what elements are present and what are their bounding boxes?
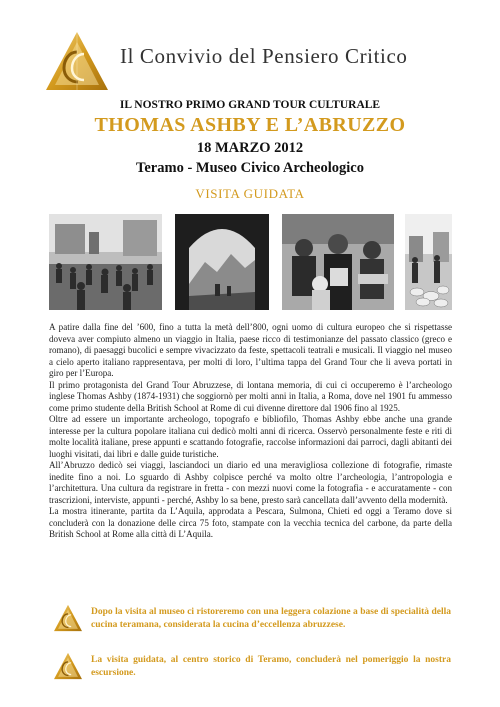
- paragraph-intro: A patire dalla fine del ’600, fino a tutta la metà dell’800, ogni uomo di cultura europeo che si rispettasse doveva aver compiuto almeno un viaggio in Italia, paese ricco di testimonianze del passato classico (greco e romano), di paesaggi bucolici e sempre vivacizzato da feste, spettacoli teatrali e musicali. Il viaggio nel museo a cielo aperto italiano rappresentava, per molti di loro, l’ultima tappa del Grand Tour che li aveva portati in giro per l’Europa.: [49, 322, 452, 378]
- event-title: THOMAS ASHBY E L’ABRUZZO: [94, 114, 406, 136]
- event-date: 18 MARZO 2012: [196, 140, 304, 156]
- note-excursion-text: La visita guidata, al centro storico di Teramo, concluderà nel pomeriggio la nostra escursione.: [91, 655, 451, 678]
- photo-sheep-shepherds: [405, 214, 452, 310]
- triangle-logo-icon: [44, 30, 110, 92]
- body-text: [49, 322, 452, 541]
- photo-archway-mountains: [175, 214, 269, 310]
- paragraph-abruzzo: All’Abruzzo dedicò sei viaggi, lasciandoci un diario ed una meravigliosa collezione di fotografie, rimaste inedite fino a noi. Lo sguardo di Ashby colpisce perché va molto oltre l’archeologia, l’antropologia e l’architettura. Una cultura da registrare in fretta - con mezzi nuovi come la fotografia - e accuratamente - con trascrizioni, interviste, appunti - perché, Ashby lo sa bene, presto sarà cancellata dall’avvento della modernità.: [49, 460, 452, 505]
- note-excursion: [49, 652, 452, 692]
- header: [44, 30, 464, 92]
- event-subtitle: IL NOSTRO PRIMO GRAND TOUR CULTURALE: [119, 99, 381, 111]
- brand-name: Il Convivio del Pensiero Critico: [120, 44, 408, 68]
- paragraph-research: Oltre ad essere un importante archeologo, topografo e bibliofilo, Thomas Ashby ebbe anche una grande interesse per la cultura popolare italiana cui dedicò molti anni di ricerca. Osservò personalmente feste e riti di molte località italiane, prese appunti e scattando fotografie, raccolse informazioni dai parroci, dagli abitanti dei luoghi visitati, dai libri e dalle guide turistiche.: [49, 414, 452, 459]
- photo-crowd-square: [49, 214, 162, 310]
- paragraph-exhibition: La mostra itinerante, partita da L’Aquila, approdata a Pescara, Sulmona, Chieti ed oggi a Teramo dove si concluderà con la donazione delle circa 75 foto, stampate con la vecchia tecnica del carbone, da parte della British School at Rome alla città di L’Aquila.: [49, 506, 452, 539]
- event-place: Teramo - Museo Civico Archeologico: [136, 160, 364, 176]
- note-lunch-text: Dopo la visita al museo ci ristoreremo con una leggera colazione a base di specialità della cucina teramana, considerata la cucina d’eccellenza abruzzese.: [91, 607, 451, 630]
- triangle-logo-icon: [53, 604, 83, 632]
- photo-musicians: [282, 214, 394, 310]
- photo-strip: [49, 214, 452, 310]
- paragraph-ashby: Il primo protagonista del Grand Tour Abruzzese, di lontana memoria, di cui ci occuperemo è l’archeologo inglese Thomas Ashby (1874-1931) che soggiornò per molti anni in Italia, a Roma, dove nel 1901 fu ammesso come primo studente della British School at Rome di cui divenne direttore dal 1906 fino al 1925.: [49, 379, 452, 413]
- triangle-logo-icon: [53, 652, 83, 680]
- visit-label: VISITA GUIDATA: [195, 186, 305, 201]
- note-lunch: [49, 604, 452, 644]
